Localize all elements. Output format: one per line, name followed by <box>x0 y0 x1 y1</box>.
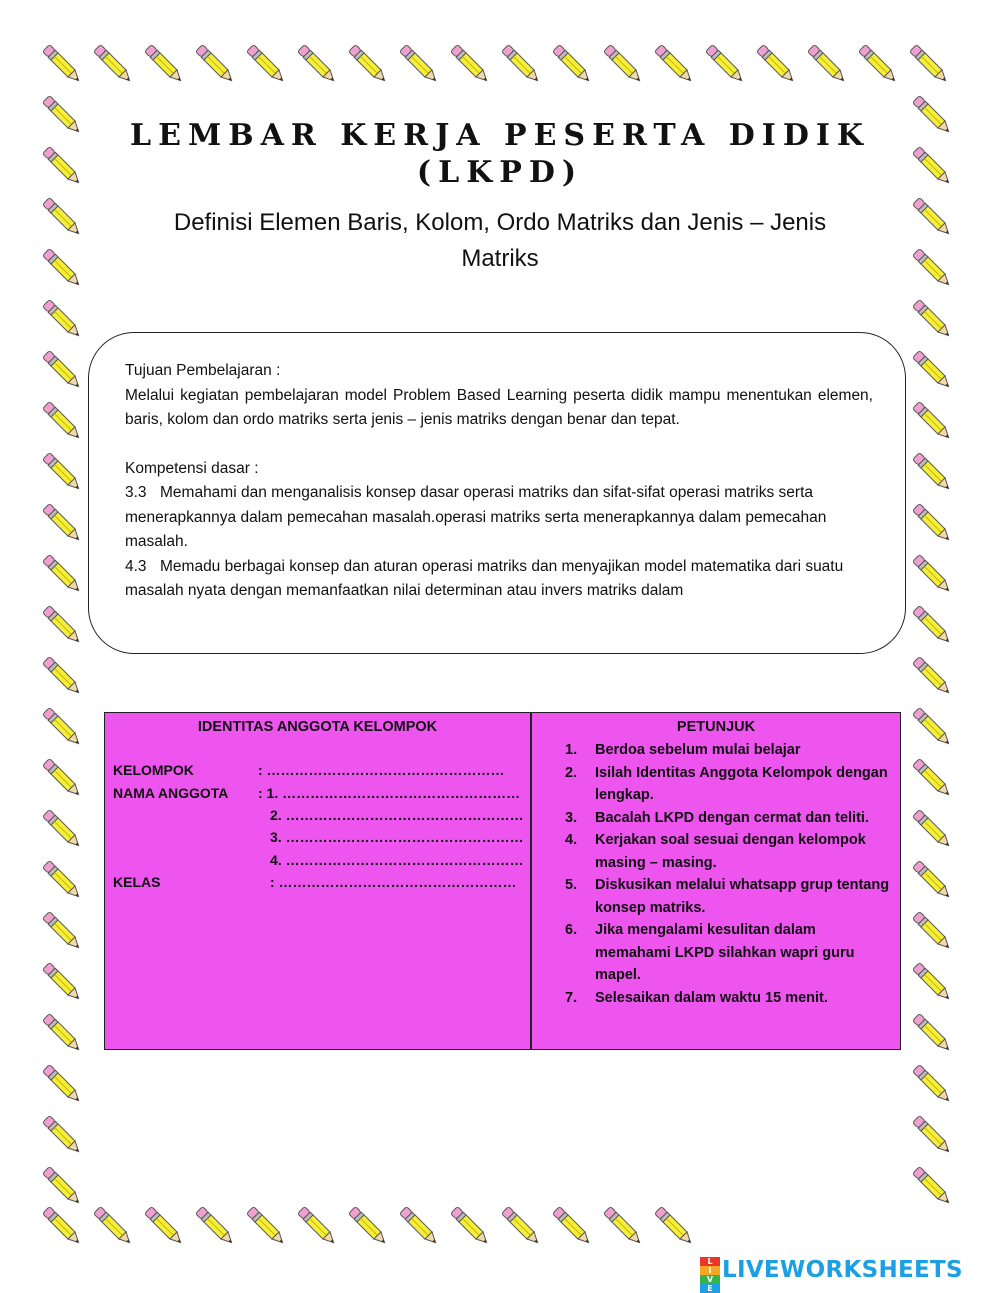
pencil-icon <box>36 1058 90 1112</box>
pencil-icon <box>36 446 90 500</box>
pencil-icon <box>393 38 447 92</box>
pencil-icon <box>750 38 804 92</box>
pencil-icon <box>36 242 90 296</box>
pencil-icon <box>597 1200 651 1254</box>
kelas-label: KELAS <box>113 874 161 890</box>
pencil-icon <box>36 1109 90 1163</box>
kompetensi-item <box>125 481 873 555</box>
pencil-icon <box>87 1200 141 1254</box>
pencil-icon <box>906 650 960 704</box>
identitas-heading: IDENTITAS ANGGOTA KELOMPOK <box>197 719 438 735</box>
petunjuk-list <box>565 739 895 1009</box>
kelompok-row <box>113 762 505 778</box>
pencil-icon <box>648 1200 702 1254</box>
pencil-icon <box>87 38 141 92</box>
step-number: 6. <box>565 922 578 938</box>
pencil-icon <box>906 1109 960 1163</box>
pencil-icon <box>36 1007 90 1061</box>
kompetensi-text: Memahami dan menganalisis konsep dasar operasi matriks dan sifat-sifat operasi matriks serta menerapkannya dalam pemecahan masalah.operasi matriks serta menerapkannya dalam pemecahan masalah. <box>125 484 827 550</box>
pencil-icon <box>906 1160 960 1214</box>
kompetensi-number: 4.3 <box>125 557 147 575</box>
pencil-icon <box>36 701 90 755</box>
step-text: Isilah Identitas Anggota Kelompok dengan lengkap. <box>595 764 888 803</box>
pencil-icon <box>906 854 960 908</box>
pencil-icon <box>36 344 90 398</box>
kompetensi-number: 3.3 <box>125 484 147 501</box>
step-text: Selesaikan dalam waktu 15 menit. <box>595 989 828 1006</box>
step-text: Bacalah LKPD dengan cermat dan teliti. <box>595 809 869 826</box>
pencil-icon <box>36 905 90 959</box>
petunjuk-item <box>565 874 895 919</box>
kelas-row <box>113 874 517 890</box>
pencil-icon <box>36 854 90 908</box>
step-number: 5. <box>565 877 578 893</box>
pencil-icon <box>906 701 960 755</box>
pencil-icon <box>36 803 90 857</box>
petunjuk-item <box>565 987 895 1010</box>
learning-objectives-box <box>88 332 906 654</box>
pencil-icon <box>906 497 960 551</box>
petunjuk-heading: PETUNJUK <box>676 719 756 735</box>
pencil-icon <box>906 191 960 245</box>
kompetensi-heading: Kompetensi dasar : <box>125 459 259 477</box>
pencil-icon <box>291 1200 345 1254</box>
pencil-icon <box>36 395 90 449</box>
nama-field-4[interactable]: 4. …………………………………………… <box>270 852 524 868</box>
pencil-icon <box>906 1058 960 1112</box>
pencil-icon <box>699 38 753 92</box>
pencil-icon <box>906 395 960 449</box>
pencil-icon <box>36 599 90 653</box>
pencil-icon <box>240 38 294 92</box>
tujuan-heading: Tujuan Pembelajaran : <box>125 362 281 379</box>
step-text: Kerjakan soal sesuai dengan kelompok masing – masing. <box>595 832 866 871</box>
pencil-icon <box>495 1200 549 1254</box>
nama-field-2[interactable]: 2. …………………………………………… <box>270 807 524 823</box>
pencil-icon <box>906 242 960 296</box>
nama-field-3[interactable]: 3. …………………………………………… <box>270 829 524 845</box>
pencil-icon <box>906 446 960 500</box>
kelompok-field[interactable]: : …………………………………………… <box>258 762 505 778</box>
pencil-icon <box>444 1200 498 1254</box>
pencil-icon <box>906 599 960 653</box>
page-subtitle: Definisi Elemen Baris, Kolom, Ordo Matriks dan Jenis – Jenis Matriks <box>173 209 827 272</box>
step-number: 7. <box>565 989 578 1006</box>
pencil-icon <box>444 38 498 92</box>
pencil-icon <box>906 1007 960 1061</box>
pencil-icon <box>36 1160 90 1214</box>
kompetensi-item <box>125 555 873 604</box>
pencil-icon <box>801 38 855 92</box>
badge-letter: E <box>700 1284 720 1293</box>
pencil-icon <box>597 38 651 92</box>
tujuan-text: Melalui kegiatan pembelajaran model Problem Based Learning peserta didik mampu menentukan elemen, baris, kolom dan ordo matriks serta jenis – jenis matriks dengan benar dan tepat. <box>125 386 873 428</box>
pencil-icon <box>138 38 192 92</box>
pencil-icon <box>903 38 957 92</box>
pencil-icon <box>906 293 960 347</box>
kompetensi-text: Memadu berbagai konsep dan aturan operasi matriks dan menyajikan model matematika dari suatu masalah nyata dengan memanfaatkan nilai determinan atau invers matriks dalam <box>125 557 844 599</box>
badge-letter: V <box>700 1275 720 1284</box>
nama-field-1[interactable]: : 1. …………………………………………… <box>258 785 521 801</box>
nama-row <box>113 785 520 801</box>
step-text: Jika mengalami kesulitan dalam memahami LKPD silahkan wapri guru mapel. <box>595 922 855 983</box>
pencil-icon <box>189 38 243 92</box>
pencil-icon <box>36 752 90 806</box>
pencil-icon <box>546 1200 600 1254</box>
step-number: 3. <box>565 809 578 826</box>
kelompok-label: KELOMPOK <box>113 762 194 778</box>
pencil-icon <box>36 548 90 602</box>
pencil-icon <box>906 803 960 857</box>
logo-badge-icon <box>700 1257 720 1293</box>
step-number: 4. <box>565 832 578 848</box>
page-title: LEMBAR KERJA PESERTA DIDIK <box>130 118 870 153</box>
pencil-icon <box>189 1200 243 1254</box>
petunjuk-item <box>565 762 895 807</box>
petunjuk-item <box>565 829 895 874</box>
step-number: 2. <box>565 764 578 781</box>
pencil-icon <box>906 548 960 602</box>
step-number: 1. <box>565 742 578 758</box>
pencil-icon <box>393 1200 447 1254</box>
pencil-icon <box>495 38 549 92</box>
pencil-icon <box>546 38 600 92</box>
pencil-icon <box>291 38 345 92</box>
pencil-icon <box>648 38 702 92</box>
pencil-icon <box>36 293 90 347</box>
pencil-icon <box>36 38 90 92</box>
pencil-icon <box>906 752 960 806</box>
petunjuk-item <box>565 739 895 762</box>
pencil-icon <box>906 344 960 398</box>
logo-text: LIVEWORKSHEETS <box>722 1257 963 1283</box>
badge-letter: I <box>700 1266 720 1275</box>
page-title-abbrev: (LKPD) <box>416 155 584 190</box>
pencil-icon <box>342 1200 396 1254</box>
badge-letter: L <box>700 1257 720 1266</box>
pencil-icon <box>36 191 90 245</box>
pencil-icon <box>138 1200 192 1254</box>
step-text: Berdoa sebelum mulai belajar <box>595 742 801 758</box>
nama-label: NAMA ANGGOTA <box>113 785 229 801</box>
pencil-icon <box>36 956 90 1010</box>
pencil-icon <box>906 905 960 959</box>
petunjuk-item <box>565 807 895 830</box>
step-text: Diskusikan melalui whatsapp grup tentang konsep matriks. <box>595 877 890 916</box>
pencil-icon <box>36 497 90 551</box>
pencil-icon <box>906 956 960 1010</box>
group-identity-table <box>104 712 901 1050</box>
liveworksheets-logo[interactable] <box>700 1256 963 1293</box>
pencil-icon <box>240 1200 294 1254</box>
petunjuk-item <box>565 919 895 987</box>
pencil-icon <box>342 38 396 92</box>
pencil-icon <box>36 650 90 704</box>
pencil-icon <box>852 38 906 92</box>
kelas-field[interactable]: : …………………………………………… <box>270 874 517 890</box>
table-divider <box>530 713 532 1049</box>
